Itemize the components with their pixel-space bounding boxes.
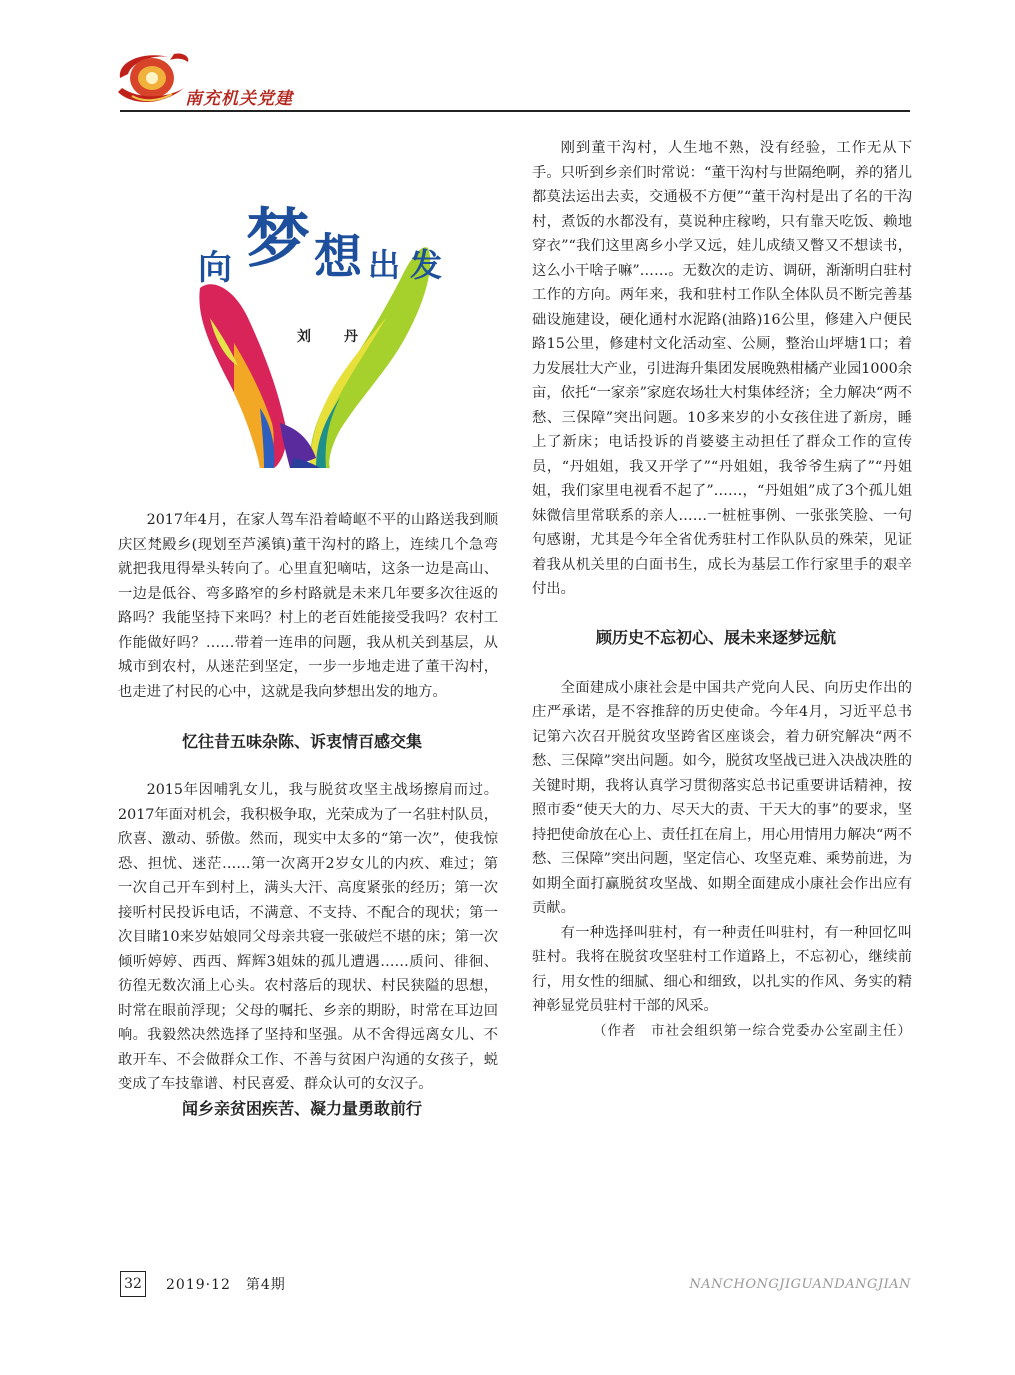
paragraph: 全面建成小康社会是中国共产党向人民、向历史作出的庄严承诺，是不容推辞的历史使命。今年4月，习近平总书记第六次召开脱贫攻坚跨省区座谈会，着力研究解决“两不愁、三保障”突出问题。如今，脱贫攻坚战已进入决战决胜的关键时期，我将认真学习贯彻落实总书记重要讲话精神，按照市委“使天大的力、尽天大的责、干天大的事”的要求，坚持把使命放在心上、责任扛在肩上，用心用情用力解决“两不愁、三保障”突出问题，坚定信心、攻坚克难、乘势前进，为如期全面打赢脱贫攻坚战、如期全面建成小康社会作出应有贡献。 (532, 679, 912, 916)
title-char: 梦 (246, 203, 310, 277)
publication-brand: 南充机关党建 (185, 89, 293, 109)
paragraph: 2017年4月，在家人驾车沿着崎岖不平的山路送我到顺庆区梵殿乡(现划至芦溪镇)董干沟村的路上，连续几个急弯就把我甩得晕头转向了。心里直犯嘀咕，这条一边是高山、一边是低谷、弯多路窄的乡村路就是未来几年要多次往返的路吗？我能坚持下来吗？村上的老百姓能接受我吗？农村工作能做好吗？……带着一连串的问题，我从机关到基层，从城市到农村，从迷茫到坚定，一步一步地走进了董干沟村，也走进了村民的心中，这就是我向梦想出发的地方。 (118, 512, 498, 700)
issue-label: 2019·12 第4期 (166, 1277, 286, 1293)
header-divider (120, 110, 910, 112)
title-char: 出 (368, 246, 401, 284)
page-number: 32 (120, 1271, 146, 1297)
title-char: 向 (198, 248, 232, 288)
article-title (190, 188, 460, 288)
paragraph: 刚到董干沟村，人生地不熟，没有经验，工作无从下手。只听到乡亲们时常说：“董干沟村与世隔绝啊，养的猪儿都莫法运出去卖，交通极不方便”“董干沟村是出了名的干沟村，煮饭的水都没有，莫说种庄稼哟，只有靠天吃饭、赖地穿衣”“我们这里离乡小学又远，娃儿成绩又瞥又不想读书，这么小干啥子嘛”……。无数次的走访、调研，渐渐明白驻村工作的方向。两年来，我和驻村工作队全体队员不断完善基础设施建设，硬化通村水泥路(油路)16公里，修建入户便民路15公里，修建村文化活动室、公厕，整治山坪塘1口；着力发展壮大产业，引进海升集团发展晚熟柑橘产业园1000余亩，依托“一家亲”家庭农场壮大村集体经济；全力解决“两不愁、三保障”突出问题。10多来岁的小女孩住进了新房，睡上了新床；电话投诉的肖婆婆主动担任了群众工作的宣传员，“丹姐姐，我又开学了”“丹姐姐，我爷爷生病了”“丹姐姐，我们家里电视看不起了”……，“丹姐姐”成了3个孤儿姐妹微信里常联系的亲人……一桩桩事例、一张张笑脸、一句句感谢，尤其是今年全省优秀驻村工作队队员的殊荣，见证着我从机关里的白面书生，成长为基层工作行家里手的艰辛付出。 (532, 140, 912, 597)
section-heading: 忆往昔五味杂陈、诉衷情百感交集 (182, 732, 423, 751)
party-emblem-logo (112, 48, 192, 108)
section-heading: 顾历史不忘初心、展未来逐梦远航 (596, 627, 837, 647)
section-heading: 闻乡亲贫困疾苦、凝力量勇敢前行 (182, 1098, 423, 1118)
left-column (118, 508, 498, 1121)
author-signature: （作者 市社会组织第一综合党委办公室副主任） (593, 1022, 912, 1039)
paragraph: 有一种选择叫驻村，有一种责任叫驻村，有一种回忆叫驻村。我将在脱贫攻坚驻村工作道路上，不忘初心，继续前行，用女性的细腻、细心和细致，以扎实的作风、务实的精神彰显党员驻村干部的风采。 (532, 924, 912, 1014)
title-char: 发 (410, 246, 443, 284)
publication-name: NANCHONGJIGUANDANGJIAN (689, 1277, 911, 1292)
article-author: 刘 丹 (297, 329, 372, 345)
title-char: 想 (314, 229, 363, 285)
paragraph: 2015年因哺乳女儿，我与脱贫攻坚主战场擦肩而过。2017年面对机会，我积极争取，光荣成为了一名驻村队员，欣喜、激动、骄傲。然而，现实中太多的“第一次”，使我惊恐、担忧、迷茫……第一次离开2岁女儿的内疚、难过；第一次自己开车到村上，满头大汗、高度紧张的经历；第一次接听村民投诉电话，不满意、不支持、不配合的现状；第一次目睹10来岁姑娘同父母亲共寝一张破烂不堪的床；第一次倾听婷婷、西西、辉辉3姐妹的孤儿遭遇……质问、徘徊、彷徨无数次涌上心头。农村落后的现状、村民狭隘的思想，时常在眼前浮现；父母的嘱托、乡亲的期盼，时常在耳边回响。我毅然决然选择了坚持和坚强。从不舍得远离女儿、不敢开车、不会做群众工作、不善与贫困户沟通的女孩子，蜕变成了车技靠谱、村民喜爱、群众认可的女汉子。 (118, 782, 498, 1092)
right-column (532, 136, 912, 1043)
page-header (0, 0, 1015, 120)
